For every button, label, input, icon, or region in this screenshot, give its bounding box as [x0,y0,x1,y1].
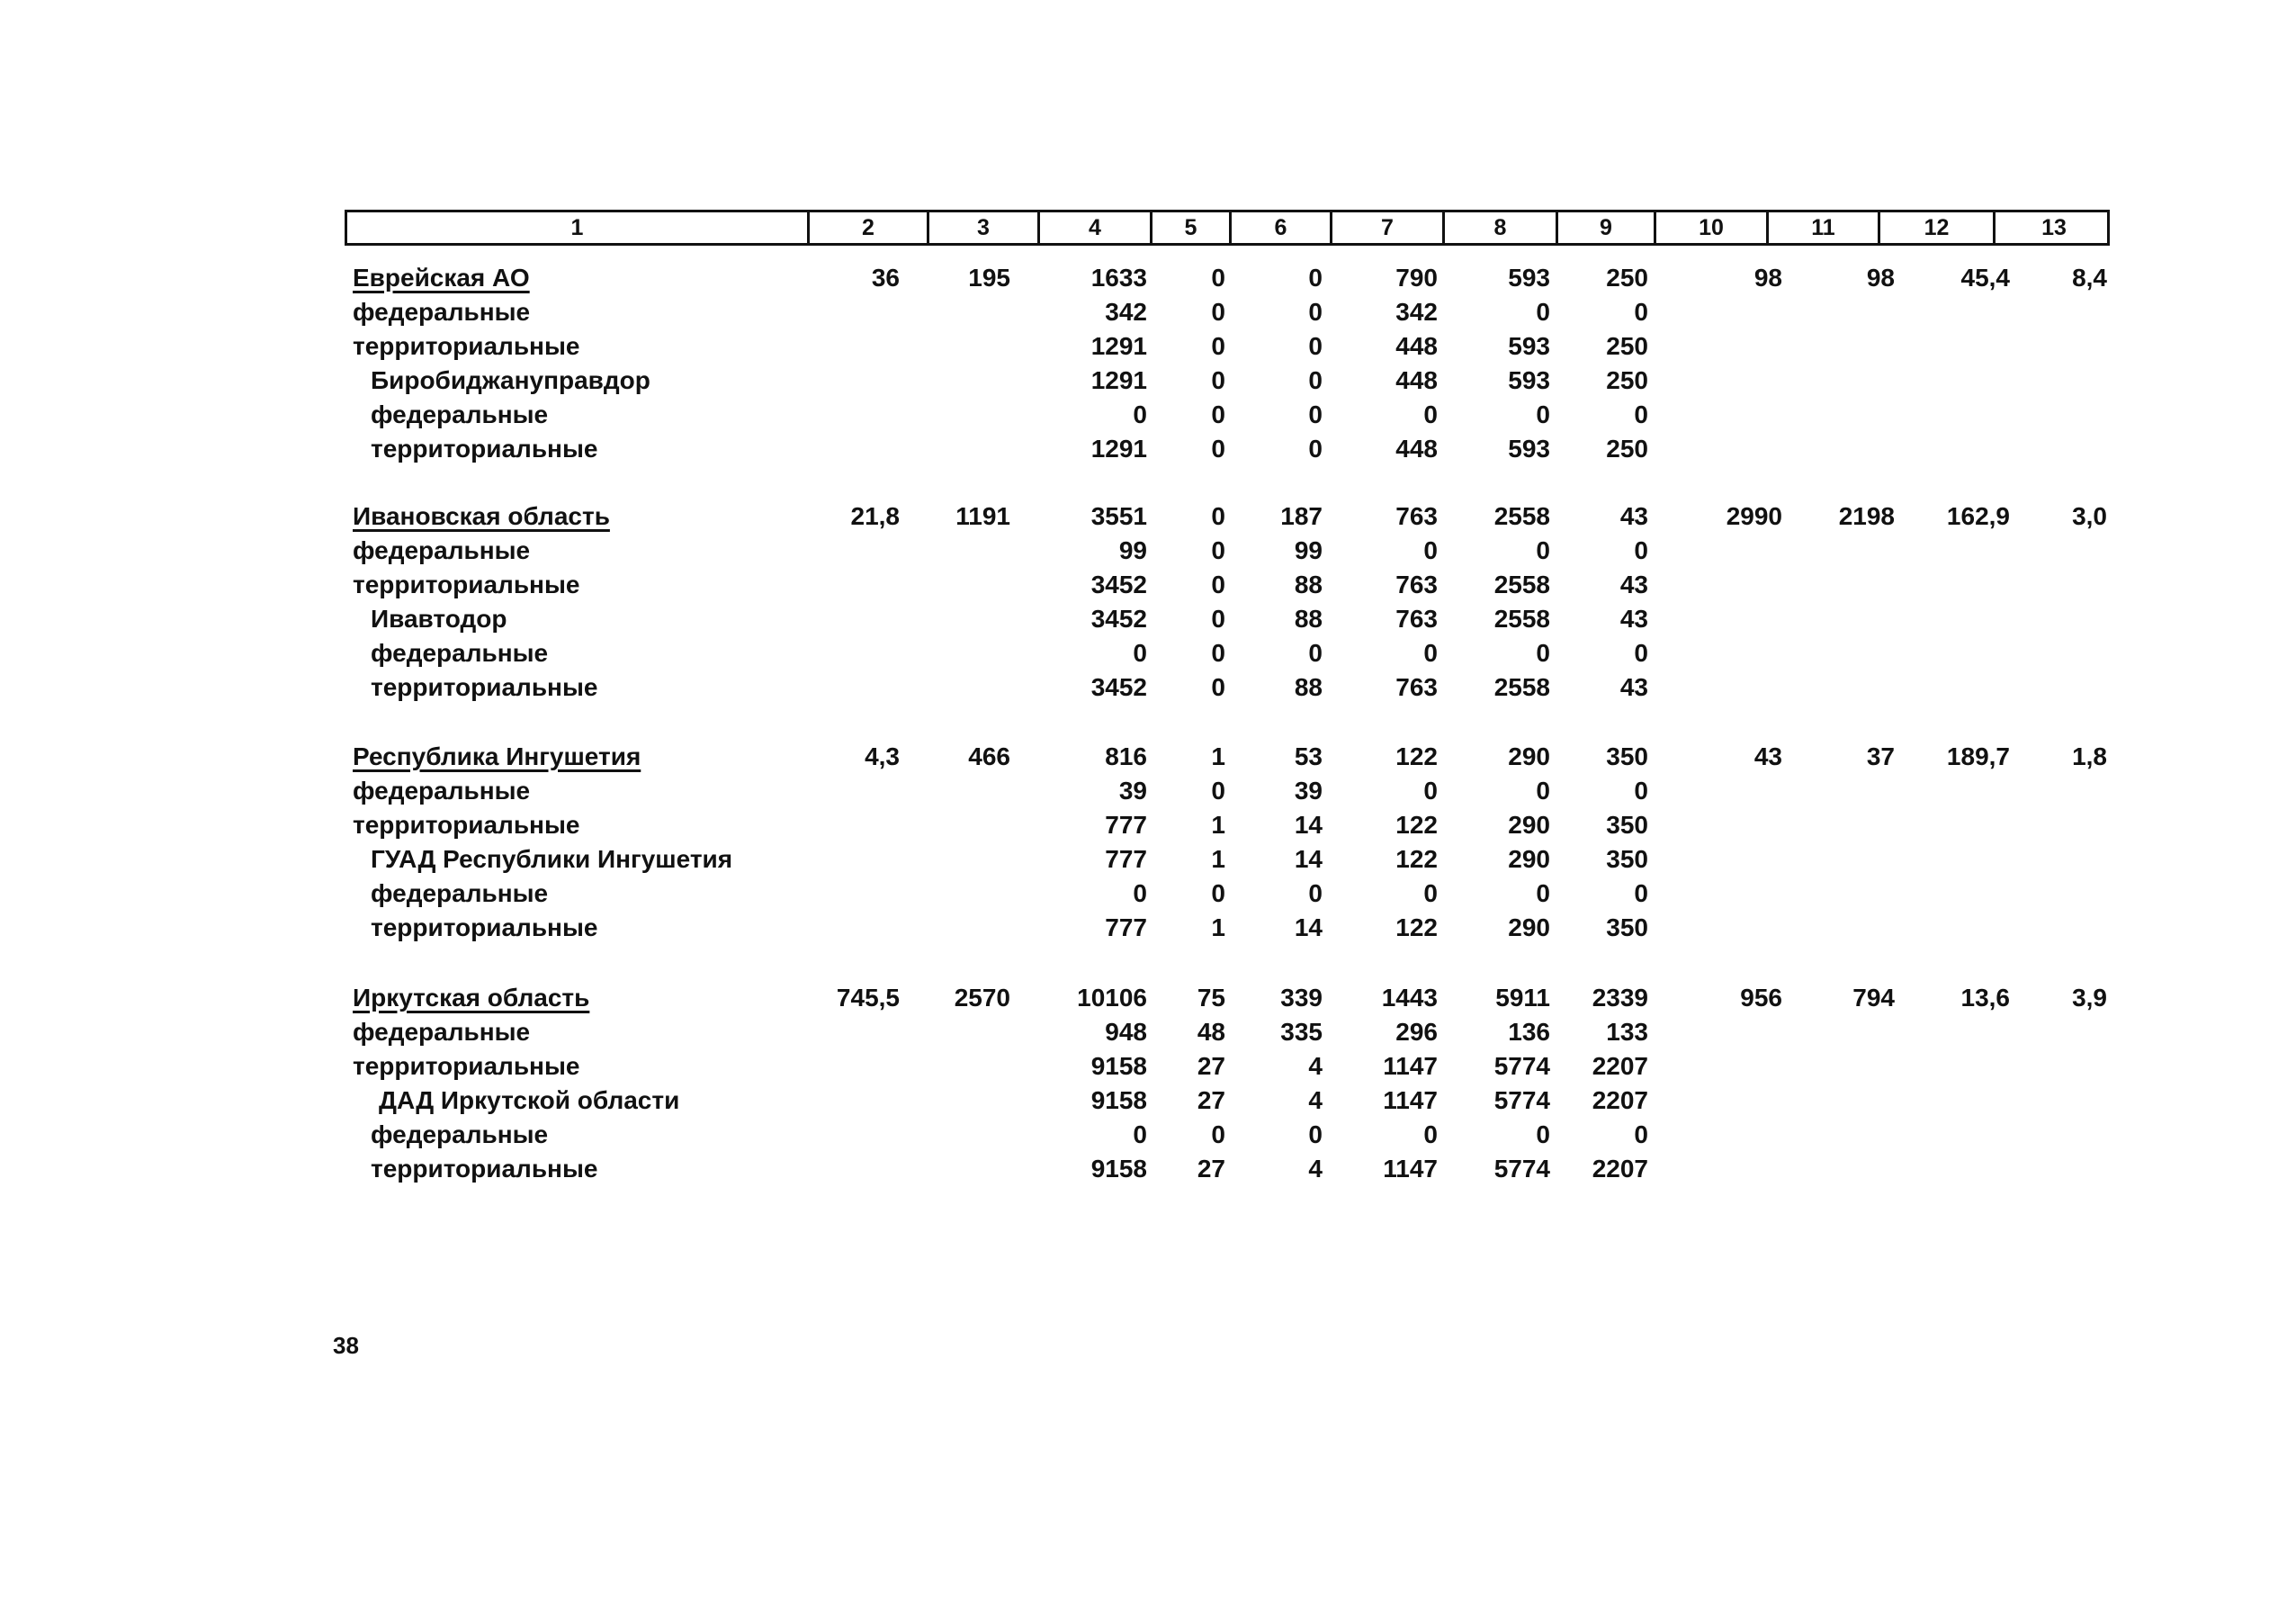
cell-col-7: 763 [1395,605,1438,633]
cell-col-13 [1927,398,2107,432]
cell-col-5: 0 [1211,435,1225,463]
cell-col-6: 39 [1294,777,1323,805]
table-row [0,911,2296,945]
cell-col-5: 0 [1211,536,1225,564]
cell-col-10: 43 [1753,742,1782,770]
row-label: федеральные [371,639,549,667]
cell-col-2: 4,3 [865,742,900,770]
header-column-3: 3 [929,212,1040,243]
cell-col-13 [1927,1049,2107,1084]
cell-col-7: 0 [1423,777,1438,805]
cell-col-9: 0 [1634,400,1648,428]
cell-col-4: 3551 [1090,502,1147,530]
cell-col-9: 250 [1606,264,1648,292]
cell-col-8: 5774 [1493,1052,1550,1080]
cell-col-13 [1927,534,2107,568]
cell-col-13 [1927,808,2107,842]
header-column-10: 10 [1656,212,1769,243]
cell-col-7: 763 [1395,673,1438,701]
cell-col-7: 1443 [1381,984,1438,1012]
cell-col-13 [1927,774,2107,808]
cell-col-6: 0 [1308,264,1323,292]
region-row [0,981,2296,1015]
cell-col-6: 0 [1308,435,1323,463]
cell-col-8: 290 [1508,845,1550,873]
cell-col-10: 98 [1753,264,1782,292]
cell-col-9: 0 [1634,298,1648,326]
cell-col-4: 99 [1118,536,1147,564]
cell-col-9: 0 [1634,639,1648,667]
cell-col-9: 43 [1619,571,1648,598]
cell-col-6: 0 [1308,400,1323,428]
cell-col-7: 0 [1423,879,1438,907]
row-label: федеральные [353,536,531,564]
cell-col-5: 0 [1211,332,1225,360]
cell-col-9: 0 [1634,1120,1648,1148]
row-label: федеральные [353,1018,531,1046]
cell-col-13 [1927,568,2107,602]
row-label: территориальные [371,673,598,701]
cell-col-3: 195 [968,264,1010,292]
row-label: ДАД Иркутской области [379,1086,680,1114]
header-column-12: 12 [1880,212,1996,243]
cell-col-4: 0 [1133,879,1147,907]
row-label: федеральные [371,879,549,907]
cell-col-9: 2207 [1592,1086,1648,1114]
cell-col-7: 0 [1423,1120,1438,1148]
region-name: Иркутская область [353,984,590,1012]
row-label: территориальные [371,913,598,941]
table-row [0,1118,2296,1152]
cell-col-5: 0 [1211,366,1225,394]
table-row [0,1152,2296,1186]
table-row [0,534,2296,568]
cell-col-5: 0 [1211,605,1225,633]
table-row [0,842,2296,877]
table-row [0,1049,2296,1084]
cell-col-13 [1927,602,2107,636]
cell-col-9: 133 [1606,1018,1648,1046]
cell-col-6: 14 [1294,811,1323,839]
cell-col-6: 99 [1294,536,1323,564]
table-row [0,808,2296,842]
row-label: территориальные [371,1155,598,1183]
region-name: Ивановская область [353,502,610,530]
cell-col-6: 0 [1308,879,1323,907]
row-label: территориальные [371,435,598,463]
cell-col-5: 0 [1211,777,1225,805]
cell-col-8: 0 [1536,777,1550,805]
cell-col-5: 48 [1197,1018,1225,1046]
cell-col-6: 88 [1294,605,1323,633]
cell-col-13 [1927,911,2107,945]
cell-col-13 [1927,1118,2107,1152]
cell-col-6: 339 [1280,984,1323,1012]
cell-col-13 [1927,329,2107,364]
row-label: территориальные [353,571,580,598]
cell-col-7: 0 [1423,400,1438,428]
header-column-1: 1 [347,212,810,243]
cell-col-7: 1147 [1383,1086,1438,1114]
cell-col-8: 5774 [1493,1086,1550,1114]
row-label: Биробиджануправдор [371,366,650,394]
cell-col-4: 342 [1105,298,1147,326]
cell-col-13: 8,4 [2072,264,2107,292]
cell-col-6: 88 [1294,571,1323,598]
cell-col-5: 75 [1197,984,1225,1012]
cell-col-5: 1 [1211,811,1225,839]
cell-col-4: 10106 [1077,984,1147,1012]
cell-col-13 [1927,432,2107,466]
cell-col-9: 250 [1606,435,1648,463]
cell-col-12: 162,9 [1946,502,2010,530]
cell-col-8: 2558 [1493,571,1550,598]
cell-col-8: 290 [1508,742,1550,770]
header-column-2: 2 [810,212,929,243]
cell-col-5: 0 [1211,264,1225,292]
region-row [0,740,2296,774]
header-column-9: 9 [1558,212,1656,243]
column-number-header [345,210,2110,246]
cell-col-12: 45,4 [1960,264,2010,292]
cell-col-7: 342 [1395,298,1438,326]
cell-col-9: 2339 [1592,984,1648,1012]
table-row [0,636,2296,670]
cell-col-13 [1927,670,2107,705]
cell-col-5: 0 [1211,673,1225,701]
cell-col-11: 98 [1866,264,1895,292]
cell-col-7: 1147 [1383,1155,1438,1183]
cell-col-11: 2198 [1838,502,1895,530]
cell-col-4: 1633 [1090,264,1147,292]
table-row [0,364,2296,398]
cell-col-4: 1291 [1090,332,1147,360]
cell-col-9: 0 [1634,536,1648,564]
cell-col-8: 0 [1536,639,1550,667]
cell-col-13: 3,9 [2072,984,2107,1012]
cell-col-10: 956 [1740,984,1782,1012]
cell-col-6: 187 [1280,502,1323,530]
table-row [0,295,2296,329]
cell-col-9: 43 [1619,673,1648,701]
row-label: территориальные [353,332,580,360]
cell-col-9: 250 [1606,332,1648,360]
row-label: федеральные [353,777,531,805]
table-row [0,602,2296,636]
cell-col-8: 0 [1536,879,1550,907]
table-row [0,774,2296,808]
cell-col-6: 88 [1294,673,1323,701]
row-label: Ивавтодор [371,605,507,633]
cell-col-4: 1291 [1090,366,1147,394]
cell-col-5: 0 [1211,298,1225,326]
cell-col-4: 1291 [1090,435,1147,463]
cell-col-4: 777 [1105,845,1147,873]
cell-col-8: 593 [1508,435,1550,463]
cell-col-2: 21,8 [850,502,900,530]
cell-col-8: 0 [1536,298,1550,326]
row-label: федеральные [371,1120,549,1148]
cell-col-9: 0 [1634,777,1648,805]
cell-col-13 [1927,1015,2107,1049]
cell-col-8: 2558 [1493,502,1550,530]
cell-col-3: 466 [968,742,1010,770]
cell-col-7: 0 [1423,536,1438,564]
header-column-13: 13 [2041,215,2067,240]
cell-col-9: 2207 [1592,1155,1648,1183]
table-row [0,398,2296,432]
cell-col-5: 0 [1211,639,1225,667]
cell-col-7: 0 [1423,639,1438,667]
cell-col-6: 14 [1294,845,1323,873]
cell-col-8: 290 [1508,913,1550,941]
cell-col-5: 27 [1197,1155,1225,1183]
cell-col-4: 0 [1133,400,1147,428]
cell-col-6: 335 [1280,1018,1323,1046]
row-label: территориальные [353,1052,580,1080]
cell-col-4: 9158 [1090,1086,1147,1114]
cell-col-5: 1 [1211,845,1225,873]
cell-col-6: 0 [1308,1120,1323,1148]
header-column-11: 11 [1769,212,1880,243]
cell-col-7: 763 [1395,571,1438,598]
cell-col-4: 3452 [1090,673,1147,701]
cell-col-9: 0 [1634,879,1648,907]
cell-col-5: 1 [1211,742,1225,770]
table-row [0,432,2296,466]
row-label: ГУАД Республики Ингушетия [371,845,733,873]
cell-col-13 [1927,295,2107,329]
cell-col-10: 2990 [1726,502,1782,530]
region-name: Республика Ингушетия [353,742,641,770]
cell-col-5: 0 [1211,571,1225,598]
table-row [0,670,2296,705]
cell-col-6: 0 [1308,332,1323,360]
cell-col-8: 136 [1508,1018,1550,1046]
row-label: федеральные [353,298,531,326]
cell-col-13 [1927,1084,2107,1118]
cell-col-9: 350 [1606,742,1648,770]
cell-col-8: 290 [1508,811,1550,839]
cell-col-4: 0 [1133,639,1147,667]
cell-col-7: 448 [1395,366,1438,394]
cell-col-7: 122 [1395,811,1438,839]
cell-col-6: 0 [1308,298,1323,326]
header-column-8: 8 [1445,212,1558,243]
cell-col-7: 296 [1395,1018,1438,1046]
cell-col-7: 122 [1395,913,1438,941]
cell-col-13 [1927,364,2107,398]
cell-col-6: 4 [1308,1155,1323,1183]
cell-col-12: 13,6 [1960,984,2010,1012]
cell-col-8: 5774 [1493,1155,1550,1183]
cell-col-9: 350 [1606,845,1648,873]
cell-col-8: 2558 [1493,673,1550,701]
cell-col-7: 448 [1395,332,1438,360]
cell-col-4: 816 [1105,742,1147,770]
cell-col-8: 5911 [1495,984,1550,1012]
cell-col-7: 1147 [1383,1052,1438,1080]
header-column-7: 7 [1332,212,1445,243]
cell-col-5: 27 [1197,1052,1225,1080]
cell-col-4: 39 [1118,777,1147,805]
row-label: территориальные [353,811,580,839]
cell-col-13: 1,8 [2072,742,2107,770]
cell-col-8: 593 [1508,264,1550,292]
table-row [0,877,2296,911]
cell-col-4: 9158 [1090,1155,1147,1183]
table-row [0,1015,2296,1049]
header-column-4: 4 [1040,212,1152,243]
cell-col-5: 27 [1197,1086,1225,1114]
cell-col-3: 1191 [955,502,1010,530]
cell-col-13 [1927,877,2107,911]
cell-col-4: 3452 [1090,571,1147,598]
cell-col-8: 593 [1508,366,1550,394]
cell-col-4: 777 [1105,811,1147,839]
region-row [0,261,2296,295]
cell-col-6: 53 [1294,742,1323,770]
cell-col-6: 0 [1308,366,1323,394]
cell-col-9: 43 [1619,502,1648,530]
region-row [0,499,2296,534]
cell-col-4: 3452 [1090,605,1147,633]
cell-col-9: 350 [1606,913,1648,941]
cell-col-8: 0 [1536,400,1550,428]
region-name: Еврейская АО [353,264,530,292]
cell-col-6: 4 [1308,1052,1323,1080]
cell-col-5: 1 [1211,913,1225,941]
cell-col-5: 0 [1211,879,1225,907]
table-row [0,568,2296,602]
cell-col-6: 0 [1308,639,1323,667]
table-row [0,1084,2296,1118]
cell-col-11: 794 [1852,984,1895,1012]
cell-col-4: 9158 [1090,1052,1147,1080]
cell-col-12: 189,7 [1946,742,2010,770]
cell-col-13 [1927,636,2107,670]
cell-col-8: 0 [1536,1120,1550,1148]
cell-col-8: 0 [1536,536,1550,564]
cell-col-5: 0 [1211,502,1225,530]
row-label: федеральные [371,400,549,428]
cell-col-7: 122 [1395,845,1438,873]
cell-col-2: 36 [871,264,900,292]
cell-col-11: 37 [1866,742,1895,770]
cell-col-9: 43 [1619,605,1648,633]
table-row [0,329,2296,364]
cell-col-3: 2570 [954,984,1010,1012]
cell-col-13 [1927,1152,2107,1186]
cell-col-5: 0 [1211,400,1225,428]
header-column-5: 5 [1152,212,1232,243]
header-column-6: 6 [1232,212,1332,243]
cell-col-5: 0 [1211,1120,1225,1148]
cell-col-7: 790 [1395,264,1438,292]
cell-col-8: 2558 [1493,605,1550,633]
cell-col-13: 3,0 [2072,502,2107,530]
cell-col-4: 948 [1105,1018,1147,1046]
cell-col-9: 2207 [1592,1052,1648,1080]
cell-col-7: 448 [1395,435,1438,463]
cell-col-4: 777 [1105,913,1147,941]
cell-col-9: 350 [1606,811,1648,839]
cell-col-2: 745,5 [836,984,900,1012]
cell-col-6: 14 [1294,913,1323,941]
cell-col-9: 250 [1606,366,1648,394]
page-number: 38 [333,1332,359,1359]
cell-col-7: 122 [1395,742,1438,770]
cell-col-7: 763 [1395,502,1438,530]
cell-col-13 [1927,842,2107,877]
cell-col-8: 593 [1508,332,1550,360]
cell-col-6: 4 [1308,1086,1323,1114]
cell-col-4: 0 [1133,1120,1147,1148]
